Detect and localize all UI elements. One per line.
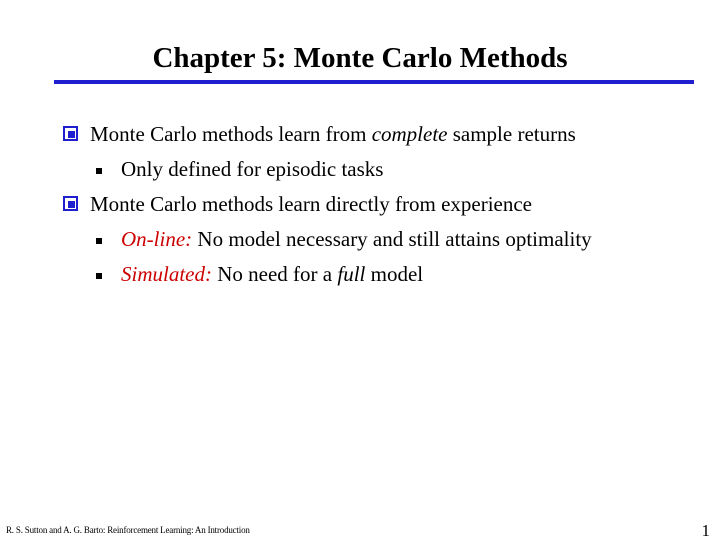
bullet-item-complete-returns [62, 119, 702, 154]
bullet-text: No need for a [211, 262, 338, 286]
bullet-text: model [365, 262, 424, 286]
bullet-emphasis: full [337, 262, 366, 286]
bullet-text: sample returns [447, 122, 576, 146]
square-bullet-icon [96, 168, 102, 174]
box-bullet-icon [63, 126, 78, 141]
bullet-text: Only defined for episodic tasks [121, 157, 384, 181]
bullet-label: Simulated: [121, 262, 212, 286]
bullet-item-experience [62, 189, 702, 224]
title-underline [54, 80, 694, 84]
bullet-text: Monte Carlo methods learn from [90, 122, 372, 146]
bullet-label: On-line: [121, 227, 193, 251]
page-number: 1 [701, 521, 710, 540]
sub-bullet-item-episodic [62, 154, 702, 189]
bullet-list [62, 119, 702, 294]
bullet-text: No model necessary and still attains optimality [192, 227, 592, 251]
bullet-text: Monte Carlo methods learn directly from experience [90, 192, 533, 216]
box-bullet-icon [63, 196, 78, 211]
slide-title: Chapter 5: Monte Carlo Methods [152, 42, 568, 74]
sub-bullet-item-simulated [62, 259, 702, 294]
sub-bullet-item-online [62, 224, 702, 259]
footer-citation: R. S. Sutton and A. G. Barto: Reinforcement Learning: An Introduction [6, 525, 250, 535]
bullet-emphasis: complete [371, 122, 448, 146]
square-bullet-icon [96, 273, 102, 279]
square-bullet-icon [96, 238, 102, 244]
